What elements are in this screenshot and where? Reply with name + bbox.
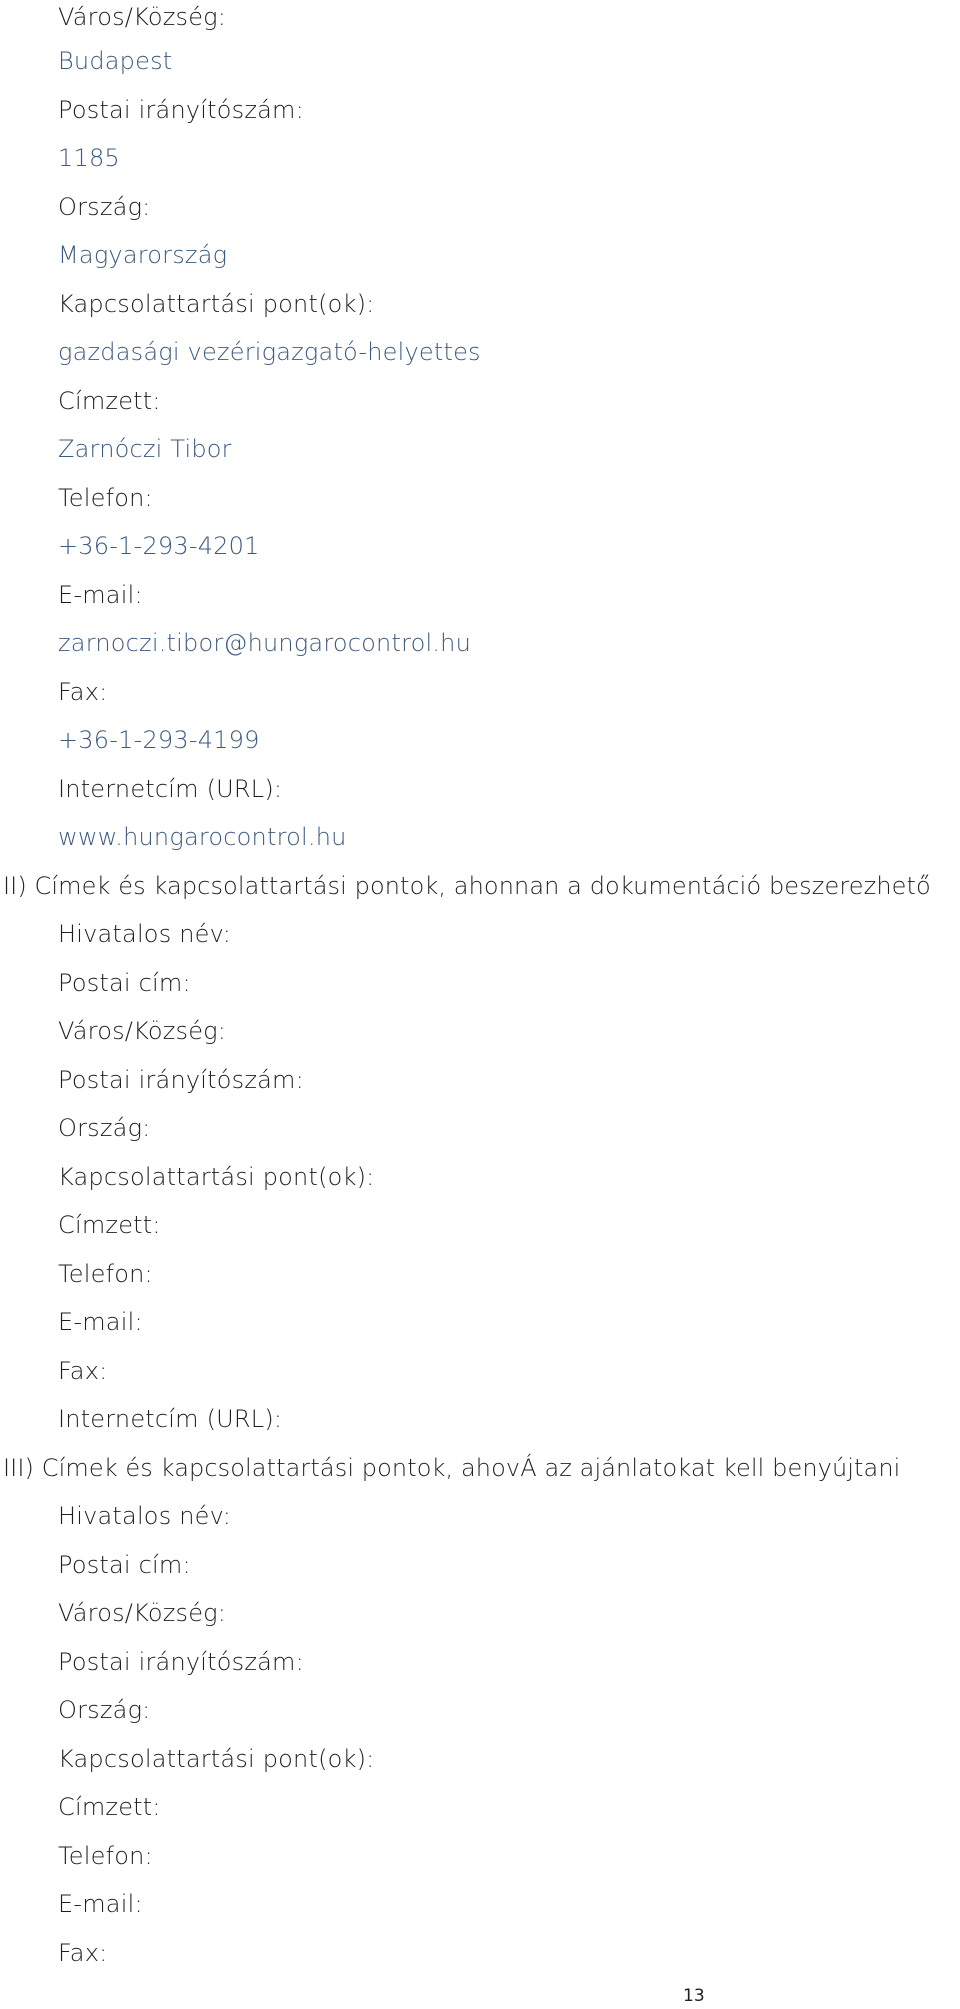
postal-code-value: 1185 bbox=[58, 144, 120, 172]
country-label: Ország: bbox=[58, 193, 151, 221]
country-value: Magyarország bbox=[58, 241, 228, 269]
contact-points-value: gazdasági vezérigazgató-helyettes bbox=[58, 338, 481, 366]
section-3-fax-label: Fax: bbox=[58, 1939, 108, 1967]
city-label: Város/Község: bbox=[58, 3, 227, 31]
phone-label: Telefon: bbox=[58, 484, 153, 512]
section-2-official-name-label: Hivatalos név: bbox=[58, 920, 231, 948]
section-2-fax-label: Fax: bbox=[58, 1357, 108, 1385]
recipient-label: Címzett: bbox=[58, 387, 161, 415]
section-2-contact-points-label: Kapcsolattartási pont(ok): bbox=[58, 1163, 375, 1191]
section-3-postal-code-label: Postai irányítószám: bbox=[58, 1648, 304, 1676]
section-2-postal-code-label: Postai irányítószám: bbox=[58, 1066, 304, 1094]
email-value: zarnoczi.tibor@hungarocontrol.hu bbox=[58, 629, 472, 657]
email-label: E-mail: bbox=[58, 581, 143, 609]
contact-points-label: Kapcsolattartási pont(ok): bbox=[58, 290, 375, 318]
section-3-contact-points-label: Kapcsolattartási pont(ok): bbox=[58, 1745, 375, 1773]
section-3-postal-address-label: Postai cím: bbox=[58, 1551, 191, 1579]
section-2-heading: II) Címek és kapcsolattartási pontok, ahonnan a dokumentáció beszerezhető bbox=[3, 872, 931, 900]
section-2-postal-address-label: Postai cím: bbox=[58, 969, 191, 997]
section-3-city-label: Város/Község: bbox=[58, 1599, 227, 1627]
section-3-email-label: E-mail: bbox=[58, 1890, 143, 1918]
postal-code-label: Postai irányítószám: bbox=[58, 96, 304, 124]
url-value: www.hungarocontrol.hu bbox=[58, 823, 347, 851]
phone-value: +36-1-293-4201 bbox=[58, 532, 260, 560]
section-2-recipient-label: Címzett: bbox=[58, 1211, 161, 1239]
url-label: Internetcím (URL): bbox=[58, 775, 283, 803]
recipient-value: Zarnóczi Tibor bbox=[58, 435, 232, 463]
section-3-country-label: Ország: bbox=[58, 1696, 151, 1724]
section-2-phone-label: Telefon: bbox=[58, 1260, 153, 1288]
section-3-phone-label: Telefon: bbox=[58, 1842, 153, 1870]
fax-label: Fax: bbox=[58, 678, 108, 706]
page-number: 13 bbox=[683, 1986, 705, 2006]
section-3-official-name-label: Hivatalos név: bbox=[58, 1502, 231, 1530]
section-2-url-label: Internetcím (URL): bbox=[58, 1405, 283, 1433]
section-2-city-label: Város/Község: bbox=[58, 1017, 227, 1045]
fax-value: +36-1-293-4199 bbox=[58, 726, 260, 754]
section-2-email-label: E-mail: bbox=[58, 1308, 143, 1336]
section-3-heading: III) Címek és kapcsolattartási pontok, ahovÁ az ajánlatokat kell benyújtani bbox=[3, 1454, 901, 1482]
section-2-country-label: Ország: bbox=[58, 1114, 151, 1142]
section-3-recipient-label: Címzett: bbox=[58, 1793, 161, 1821]
city-value: Budapest bbox=[58, 47, 173, 75]
